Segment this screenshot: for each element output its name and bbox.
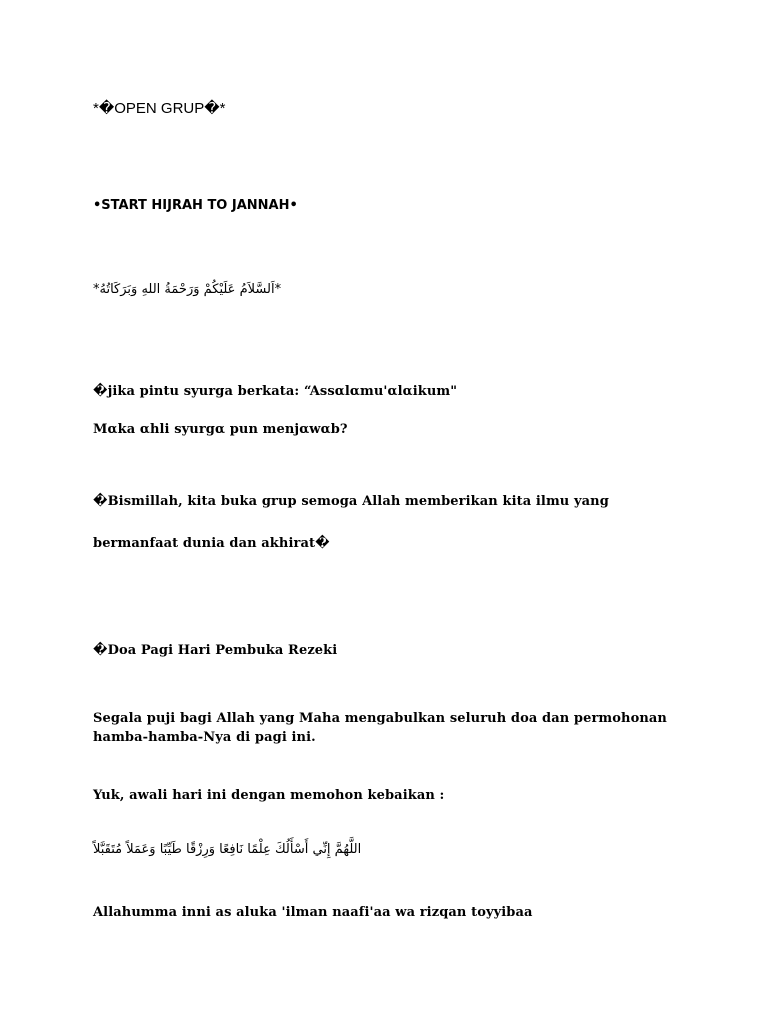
doa-pagi-title: �Doa Pagi Hari Pembuka Rezeki <box>93 643 338 658</box>
paragraph-bismillah-line-2: bermanfaat dunia dan akhirat� <box>93 536 330 551</box>
doa-arabic-text: اللَّهُمَّ إِنِّي أَسْأَلُكَ عِلْمًا نَافِعًا وَرِزْقًا طَيِّبًا وَعَمَلاً مُتَقَبَّلاً <box>93 842 362 857</box>
heading-open-grup: *�OPEN GRUP�* <box>93 100 226 117</box>
paragraph-pintu-syurga: �jika pintu syurga berkata: “Assαlαmu'αlαikum" <box>93 384 458 399</box>
paragraph-segala-puji-line-2: hamba-hamba-Nya di pagi ini. <box>93 730 316 745</box>
paragraph-ahli-syurga: Mαka αhli syurgα pun menjαwαb? <box>93 422 348 437</box>
heading-start-hijrah: •START HIJRAH TO JANNAH• <box>93 198 298 213</box>
paragraph-yuk-awali: Yuk, awali hari ini dengan memohon kebaikan : <box>93 788 445 803</box>
paragraph-bismillah-line-1: �Bismillah, kita buka grup semoga Allah memberikan kita ilmu yang <box>93 494 609 509</box>
salam-arabic: *اَلسَّلاَمُ عَلَيْكُمْ وَرَحْمَةُ اللهِ وَبَرَكَاتُهُ* <box>93 282 282 297</box>
doa-latin-transliteration: Allahumma inni as aluka 'ilman naafi'aa wa rizqan toyyibaa <box>93 905 533 920</box>
paragraph-segala-puji-line-1: Segala puji bagi Allah yang Maha mengabulkan seluruh doa dan permohonan <box>93 711 667 726</box>
